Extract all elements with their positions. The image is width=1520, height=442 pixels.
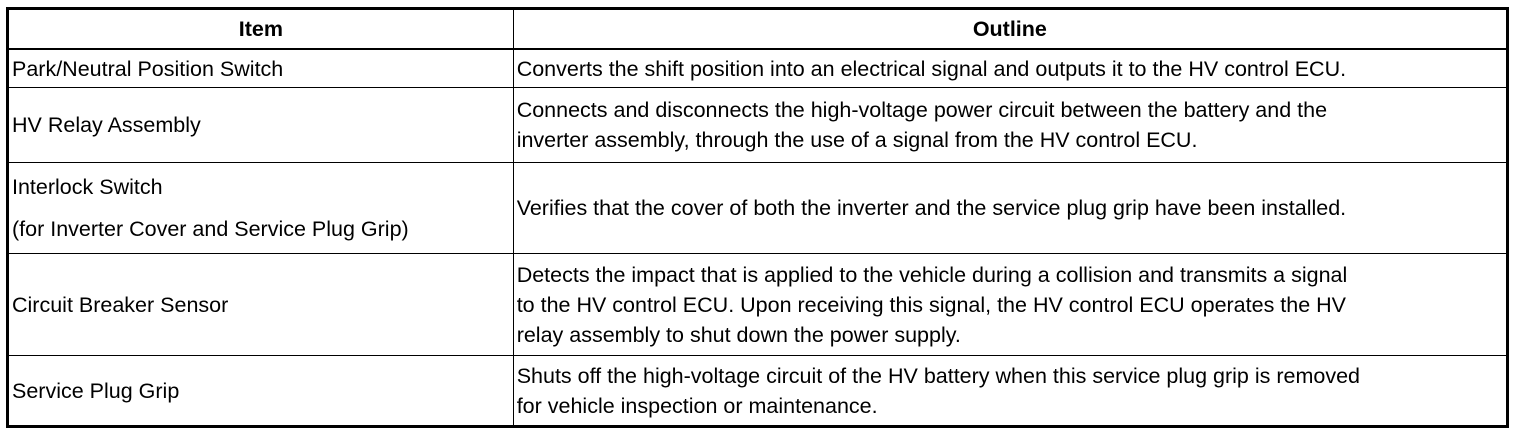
item-cell: Service Plug Grip	[8, 356, 514, 427]
table-header-row	[8, 9, 1508, 50]
item-line: Interlock Switch	[12, 175, 163, 199]
item-cell: HV Relay Assembly	[8, 88, 514, 163]
table-row	[8, 254, 1508, 356]
outline-line: for vehicle inspection or maintenance.	[516, 393, 878, 418]
item-cell: Park/Neutral Position Switch	[8, 49, 514, 88]
outline-line: Detects the impact that is applied to the vehicle during a collision and transmits a signal	[516, 262, 1348, 287]
outline-line: Connects and disconnects the high-voltage power circuit between the battery and the	[516, 98, 1328, 122]
item-cell: Circuit Breaker Sensor	[8, 254, 514, 356]
header-item: Item	[8, 9, 514, 50]
spec-table-container	[6, 7, 1509, 428]
outline-cell	[513, 254, 1507, 356]
table-row	[8, 356, 1508, 427]
table-row	[8, 163, 1508, 254]
outline-line: Shuts off the high-voltage circuit of the HV battery when this service plug grip is removed	[516, 363, 1360, 388]
item-cell	[8, 163, 514, 254]
table-row	[8, 88, 1508, 163]
header-outline: Outline	[513, 9, 1507, 50]
outline-line: to the HV control ECU. Upon receiving this signal, the HV control ECU operates the HV	[516, 292, 1347, 317]
outline-cell: Converts the shift position into an electrical signal and outputs it to the HV control ECU.	[513, 49, 1507, 88]
outline-cell	[513, 88, 1507, 163]
component-outline-table	[6, 7, 1509, 428]
outline-cell	[513, 356, 1507, 427]
table-row	[8, 49, 1508, 88]
outline-line: relay assembly to shut down the power supply.	[516, 322, 961, 347]
outline-cell: Verifies that the cover of both the inverter and the service plug grip have been installed.	[513, 163, 1507, 254]
item-line: (for Inverter Cover and Service Plug Grip)	[12, 217, 409, 241]
outline-line: inverter assembly, through the use of a signal from the HV control ECU.	[516, 128, 1198, 152]
